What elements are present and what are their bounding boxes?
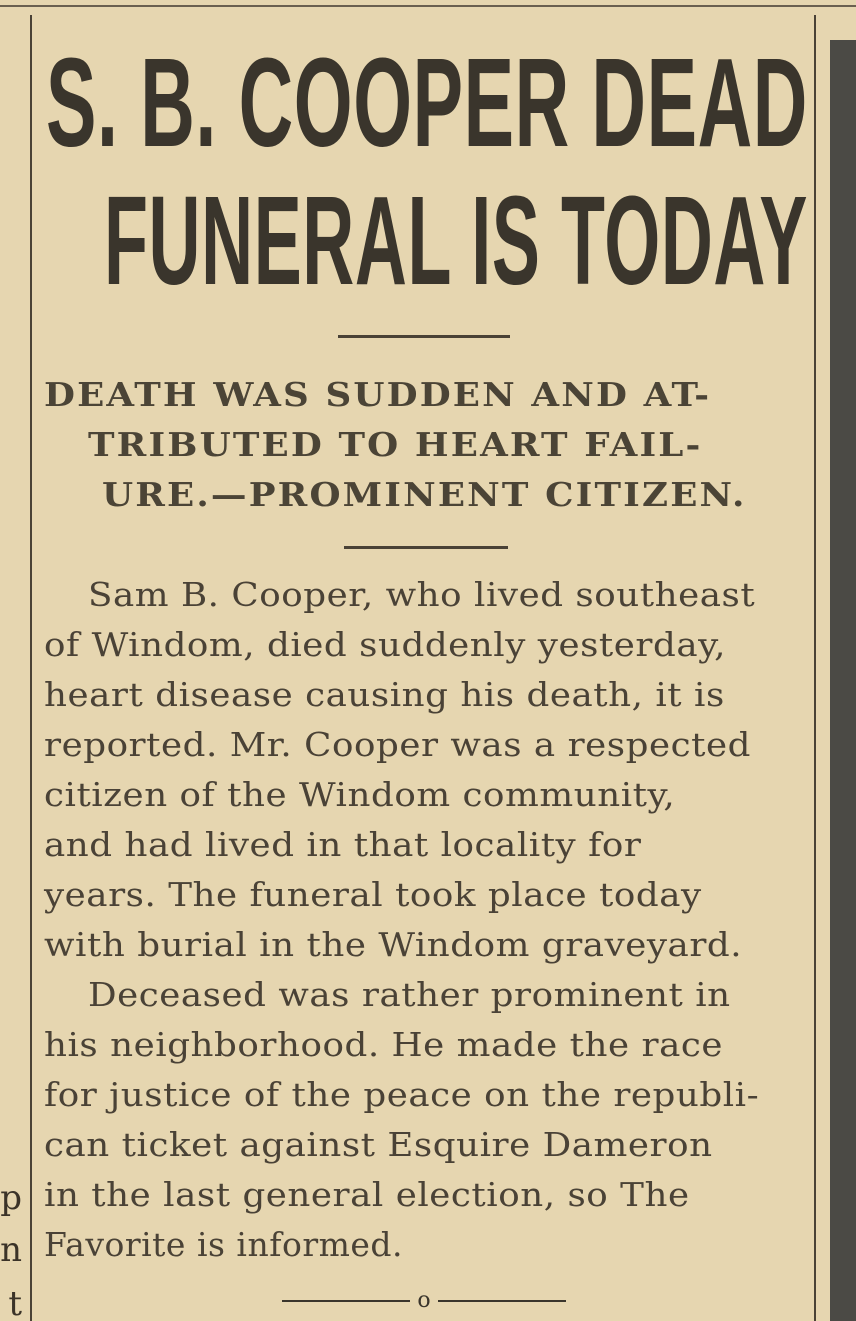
adjacent-column-strip: [830, 40, 856, 1321]
subhead-line-3: URE.—PROMINENT CITIZEN.: [102, 475, 747, 514]
body-line-14: Favorite is informed.: [44, 1225, 404, 1264]
neighbor-fragment-2: n: [0, 1230, 22, 1270]
body-line-13: in the last general election, so The: [44, 1175, 690, 1214]
body-line-4: reported. Mr. Cooper was a respected: [44, 725, 751, 764]
body-line-7: years. The funeral took place today: [44, 875, 702, 914]
end-of-article-mark: [282, 1290, 566, 1314]
headline-line-2: FUNERAL IS TODAY: [104, 170, 808, 311]
body-line-11: for justice of the peace on the republi-: [44, 1075, 760, 1114]
body-line-1: Sam B. Cooper, who lived southeast: [88, 575, 756, 614]
body-line-8: with burial in the Windom graveyard.: [44, 925, 743, 964]
subhead-line-2: TRIBUTED TO HEART FAIL-: [88, 425, 703, 464]
end-mark-circle: o: [417, 1288, 431, 1313]
body-line-12: can ticket against Esquire Dameron: [44, 1125, 713, 1164]
subhead-line-1: DEATH WAS SUDDEN AND AT-: [44, 375, 712, 414]
body-line-5: citizen of the Windom community,: [44, 775, 676, 814]
end-mark-left-rule: [282, 1300, 410, 1302]
neighbor-fragment-1: p: [0, 1178, 22, 1218]
headline-line-1: S. B. COOPER DEAD: [46, 32, 808, 173]
body-line-3: heart disease causing his death, it is: [44, 675, 725, 714]
body-line-10: his neighborhood. He made the race: [44, 1025, 724, 1064]
right-column-rule: [814, 15, 816, 1321]
body-line-2: of Windom, died suddenly yesterday,: [44, 625, 726, 664]
neighbor-fragment-3: t: [8, 1284, 22, 1321]
headline-divider: [338, 335, 510, 338]
top-rule: [0, 5, 856, 7]
end-mark-right-rule: [438, 1300, 566, 1302]
left-column-rule: [30, 15, 32, 1321]
body-line-6: and had lived in that locality for: [44, 825, 642, 864]
subhead-divider: [344, 546, 508, 549]
body-line-9: Deceased was rather prominent in: [88, 975, 731, 1014]
